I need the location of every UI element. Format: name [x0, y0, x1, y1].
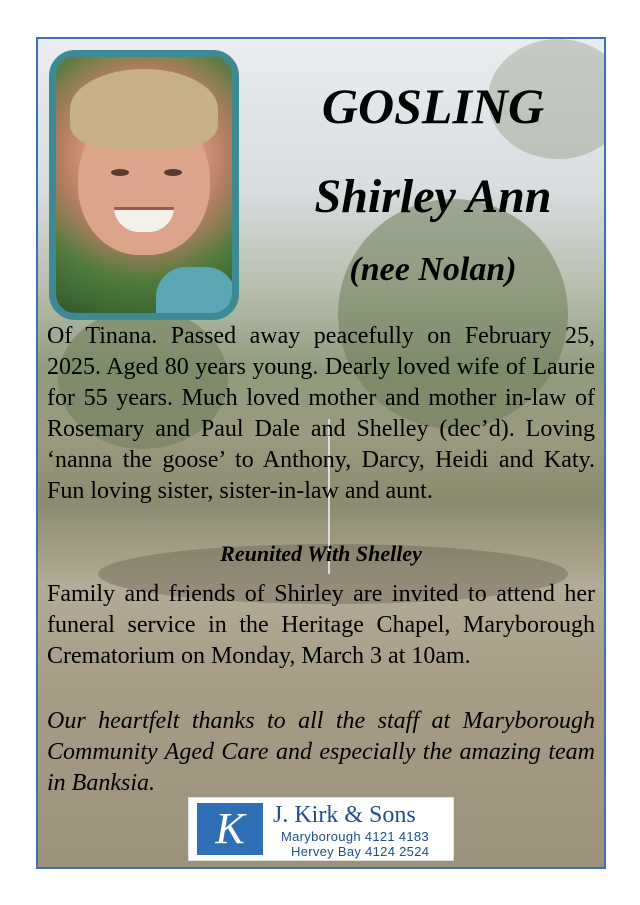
maryborough-phone: Maryborough 4121 4183 — [281, 829, 429, 844]
kirk-logo-mark — [197, 803, 263, 855]
kirk-logo-letter: K — [215, 804, 245, 853]
portrait-hair — [70, 69, 218, 149]
portrait-eye-left — [111, 169, 129, 176]
thanks-paragraph: Our heartfelt thanks to all the staff at Maryborough Community Aged Care and especially the amazing team in Banksia. — [47, 708, 595, 796]
portrait-photo — [49, 50, 239, 320]
given-names-heading: Shirley Ann — [314, 170, 552, 223]
maiden-name: (nee Nolan) — [349, 251, 517, 288]
funeral-details-paragraph: Family and friends of Shirley are invited to attend her funeral service in the Heritage Chapel, Maryborough Crematorium on Monday, March 3 at 10am. — [47, 581, 595, 669]
portrait-shirt — [156, 267, 236, 320]
surname-heading: GOSLING — [321, 78, 545, 134]
portrait-eye-right — [164, 169, 182, 176]
funeral-director-name: J. Kirk & Sons — [273, 802, 416, 828]
notice-frame — [36, 37, 606, 869]
reunited-subheading: Reunited With Shelley — [220, 541, 422, 566]
funeral-director-logo — [188, 797, 454, 861]
obituary-paragraph: Of Tinana. Passed away peacefully on February 25, 2025. Aged 80 years young. Dearly loved wife of Laurie for 55 years. Much loved mother and mother in-law of Rosemary and Paul Dale and Shelley (dec’d). Loving ‘nanna the goose’ to Anthony, Darcy, Heidi and Katy. Fun loving sister, sister-in-law and aunt. — [47, 323, 595, 504]
hervey-bay-phone: Hervey Bay 4124 2524 — [291, 844, 430, 859]
